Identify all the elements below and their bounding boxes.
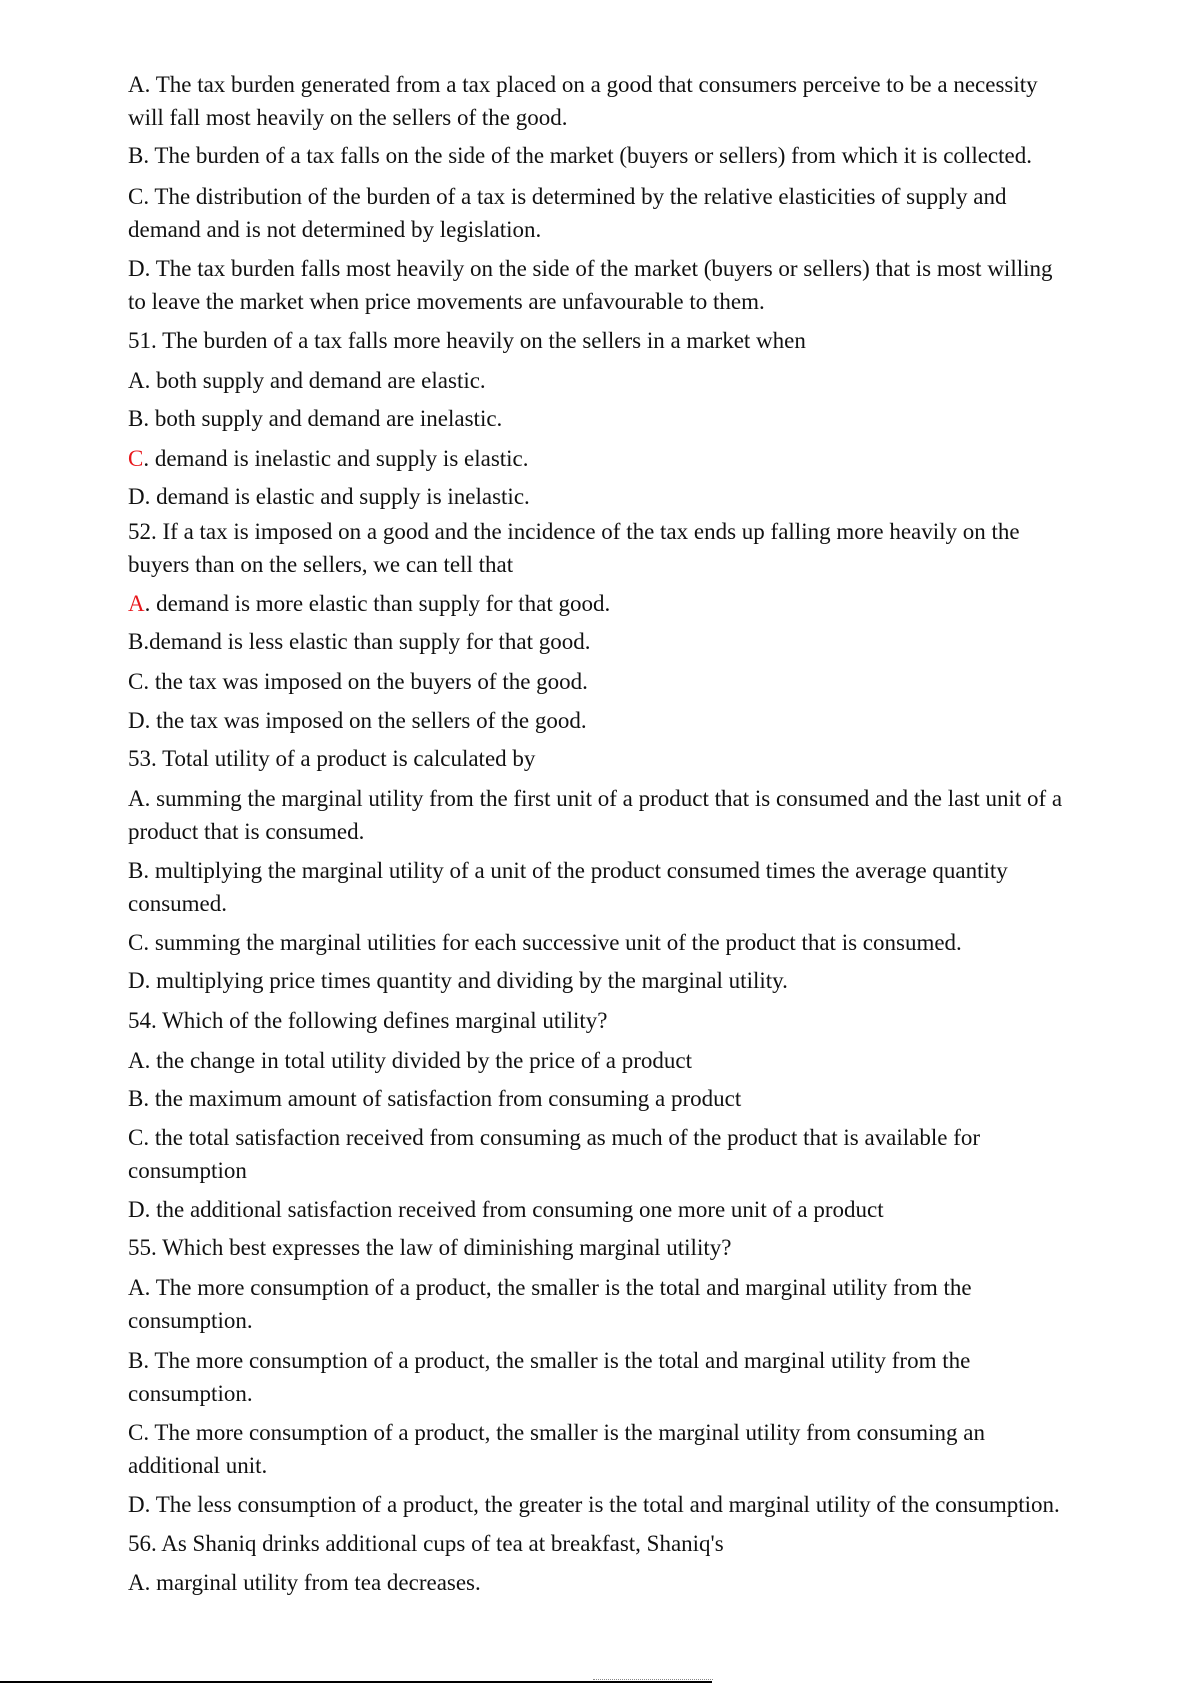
footer-rule-tail [593, 1679, 713, 1681]
option-55a [128, 1271, 1118, 1337]
answer-letter: A [128, 591, 145, 616]
question-53 [128, 742, 1118, 775]
text-line: A. The tax burden generated from a tax placed on a good that consumers perceive to be a necessity [128, 72, 1038, 97]
text-line: to leave the market when price movements are unfavourable to them. [128, 289, 765, 314]
option-text: . demand is inelastic and supply is elastic. [143, 446, 529, 471]
text-line [128, 442, 1118, 475]
question-text: 55. Which best expresses the law of diminishing marginal utility? [128, 1235, 732, 1260]
question-54 [128, 1004, 1118, 1037]
question-56 [128, 1527, 1118, 1560]
text-line: B. the maximum amount of satisfaction from consuming a product [128, 1086, 742, 1111]
text-line: B. multiplying the marginal utility of a unit of the product consumed times the average quantity [128, 858, 1008, 883]
question-text: 52. If a tax is imposed on a good and the incidence of the tax ends up falling more heavily on the [128, 519, 1020, 544]
footer-rule [0, 1681, 712, 1683]
option-text: . demand is more elastic than supply for that good. [144, 591, 611, 616]
answer-letter: C [128, 446, 144, 471]
option-55d [128, 1488, 1118, 1521]
question-51 [128, 324, 1118, 357]
option-53b [128, 854, 1118, 920]
question-text: 54. Which of the following defines marginal utility? [128, 1008, 608, 1033]
option-56a [128, 1566, 1118, 1599]
text-line: consumption. [128, 1308, 253, 1333]
text-line: D. The less consumption of a product, the greater is the total and marginal utility of the consumption. [128, 1492, 1060, 1517]
option-51b [128, 402, 1118, 435]
question-text: 51. The burden of a tax falls more heavily on the sellers in a market when [128, 328, 806, 353]
text-line: demand and is not determined by legislation. [128, 217, 542, 242]
text-line: consumed. [128, 891, 228, 916]
text-line: B. both supply and demand are inelastic. [128, 406, 503, 431]
text-line: A. both supply and demand are elastic. [128, 368, 486, 393]
question-text: 53. Total utility of a product is calculated by [128, 746, 536, 771]
text-line: D. the additional satisfaction received from consuming one more unit of a product [128, 1197, 884, 1222]
text-line: B.demand is less elastic than supply for that good. [128, 629, 591, 654]
text-line: A. The more consumption of a product, the smaller is the total and marginal utility from the [128, 1275, 972, 1300]
text-line: C. the tax was imposed on the buyers of the good. [128, 669, 588, 694]
text-line: B. The burden of a tax falls on the side of the market (buyers or sellers) from which it is collected. [128, 143, 1032, 168]
text-line: will fall most heavily on the sellers of the good. [128, 105, 568, 130]
option-51a [128, 364, 1118, 397]
option-50b [128, 139, 1118, 172]
text-line: product that is consumed. [128, 819, 365, 844]
question-text: buyers than on the sellers, we can tell that [128, 552, 514, 577]
option-50c [128, 180, 1118, 246]
text-line: C. the total satisfaction received from consuming as much of the product that is available for [128, 1125, 981, 1150]
text-line: C. summing the marginal utilities for each successive unit of the product that is consumed. [128, 930, 962, 955]
option-52b [128, 625, 1118, 658]
text-line: C. The more consumption of a product, the smaller is the marginal utility from consuming an [128, 1420, 986, 1445]
option-52c [128, 665, 1118, 698]
text-line: A. the change in total utility divided by the price of a product [128, 1048, 692, 1073]
option-51d [128, 480, 1118, 513]
text-line: B. The more consumption of a product, the smaller is the total and marginal utility from the [128, 1348, 971, 1373]
option-54a [128, 1044, 1118, 1077]
text-line: D. The tax burden falls most heavily on the side of the market (buyers or sellers) that is most willing [128, 256, 1053, 281]
option-54c [128, 1121, 1118, 1187]
text-line: additional unit. [128, 1453, 268, 1478]
option-52d [128, 704, 1118, 737]
option-55c [128, 1416, 1118, 1482]
option-54d [128, 1193, 1118, 1226]
option-51c [128, 442, 1118, 475]
text-line [128, 587, 1118, 620]
option-54b [128, 1082, 1118, 1115]
option-53c [128, 926, 1118, 959]
text-line: C. The distribution of the burden of a tax is determined by the relative elasticities of supply and [128, 184, 1007, 209]
text-line: D. multiplying price times quantity and dividing by the marginal utility. [128, 968, 788, 993]
option-50d [128, 252, 1118, 318]
question-55 [128, 1231, 1118, 1264]
option-53d [128, 964, 1118, 997]
option-55b [128, 1344, 1118, 1410]
question-52 [128, 515, 1118, 581]
question-text: 56. As Shaniq drinks additional cups of tea at breakfast, Shaniq's [128, 1531, 724, 1556]
text-line: consumption. [128, 1381, 253, 1406]
option-52a [128, 587, 1118, 620]
text-line: A. summing the marginal utility from the first unit of a product that is consumed and the last unit of a [128, 786, 1063, 811]
text-line: D. demand is elastic and supply is inelastic. [128, 484, 530, 509]
option-50a [128, 68, 1118, 134]
text-line: consumption [128, 1158, 247, 1183]
option-53a [128, 782, 1118, 848]
text-line: D. the tax was imposed on the sellers of the good. [128, 708, 587, 733]
text-line: A. marginal utility from tea decreases. [128, 1570, 481, 1595]
